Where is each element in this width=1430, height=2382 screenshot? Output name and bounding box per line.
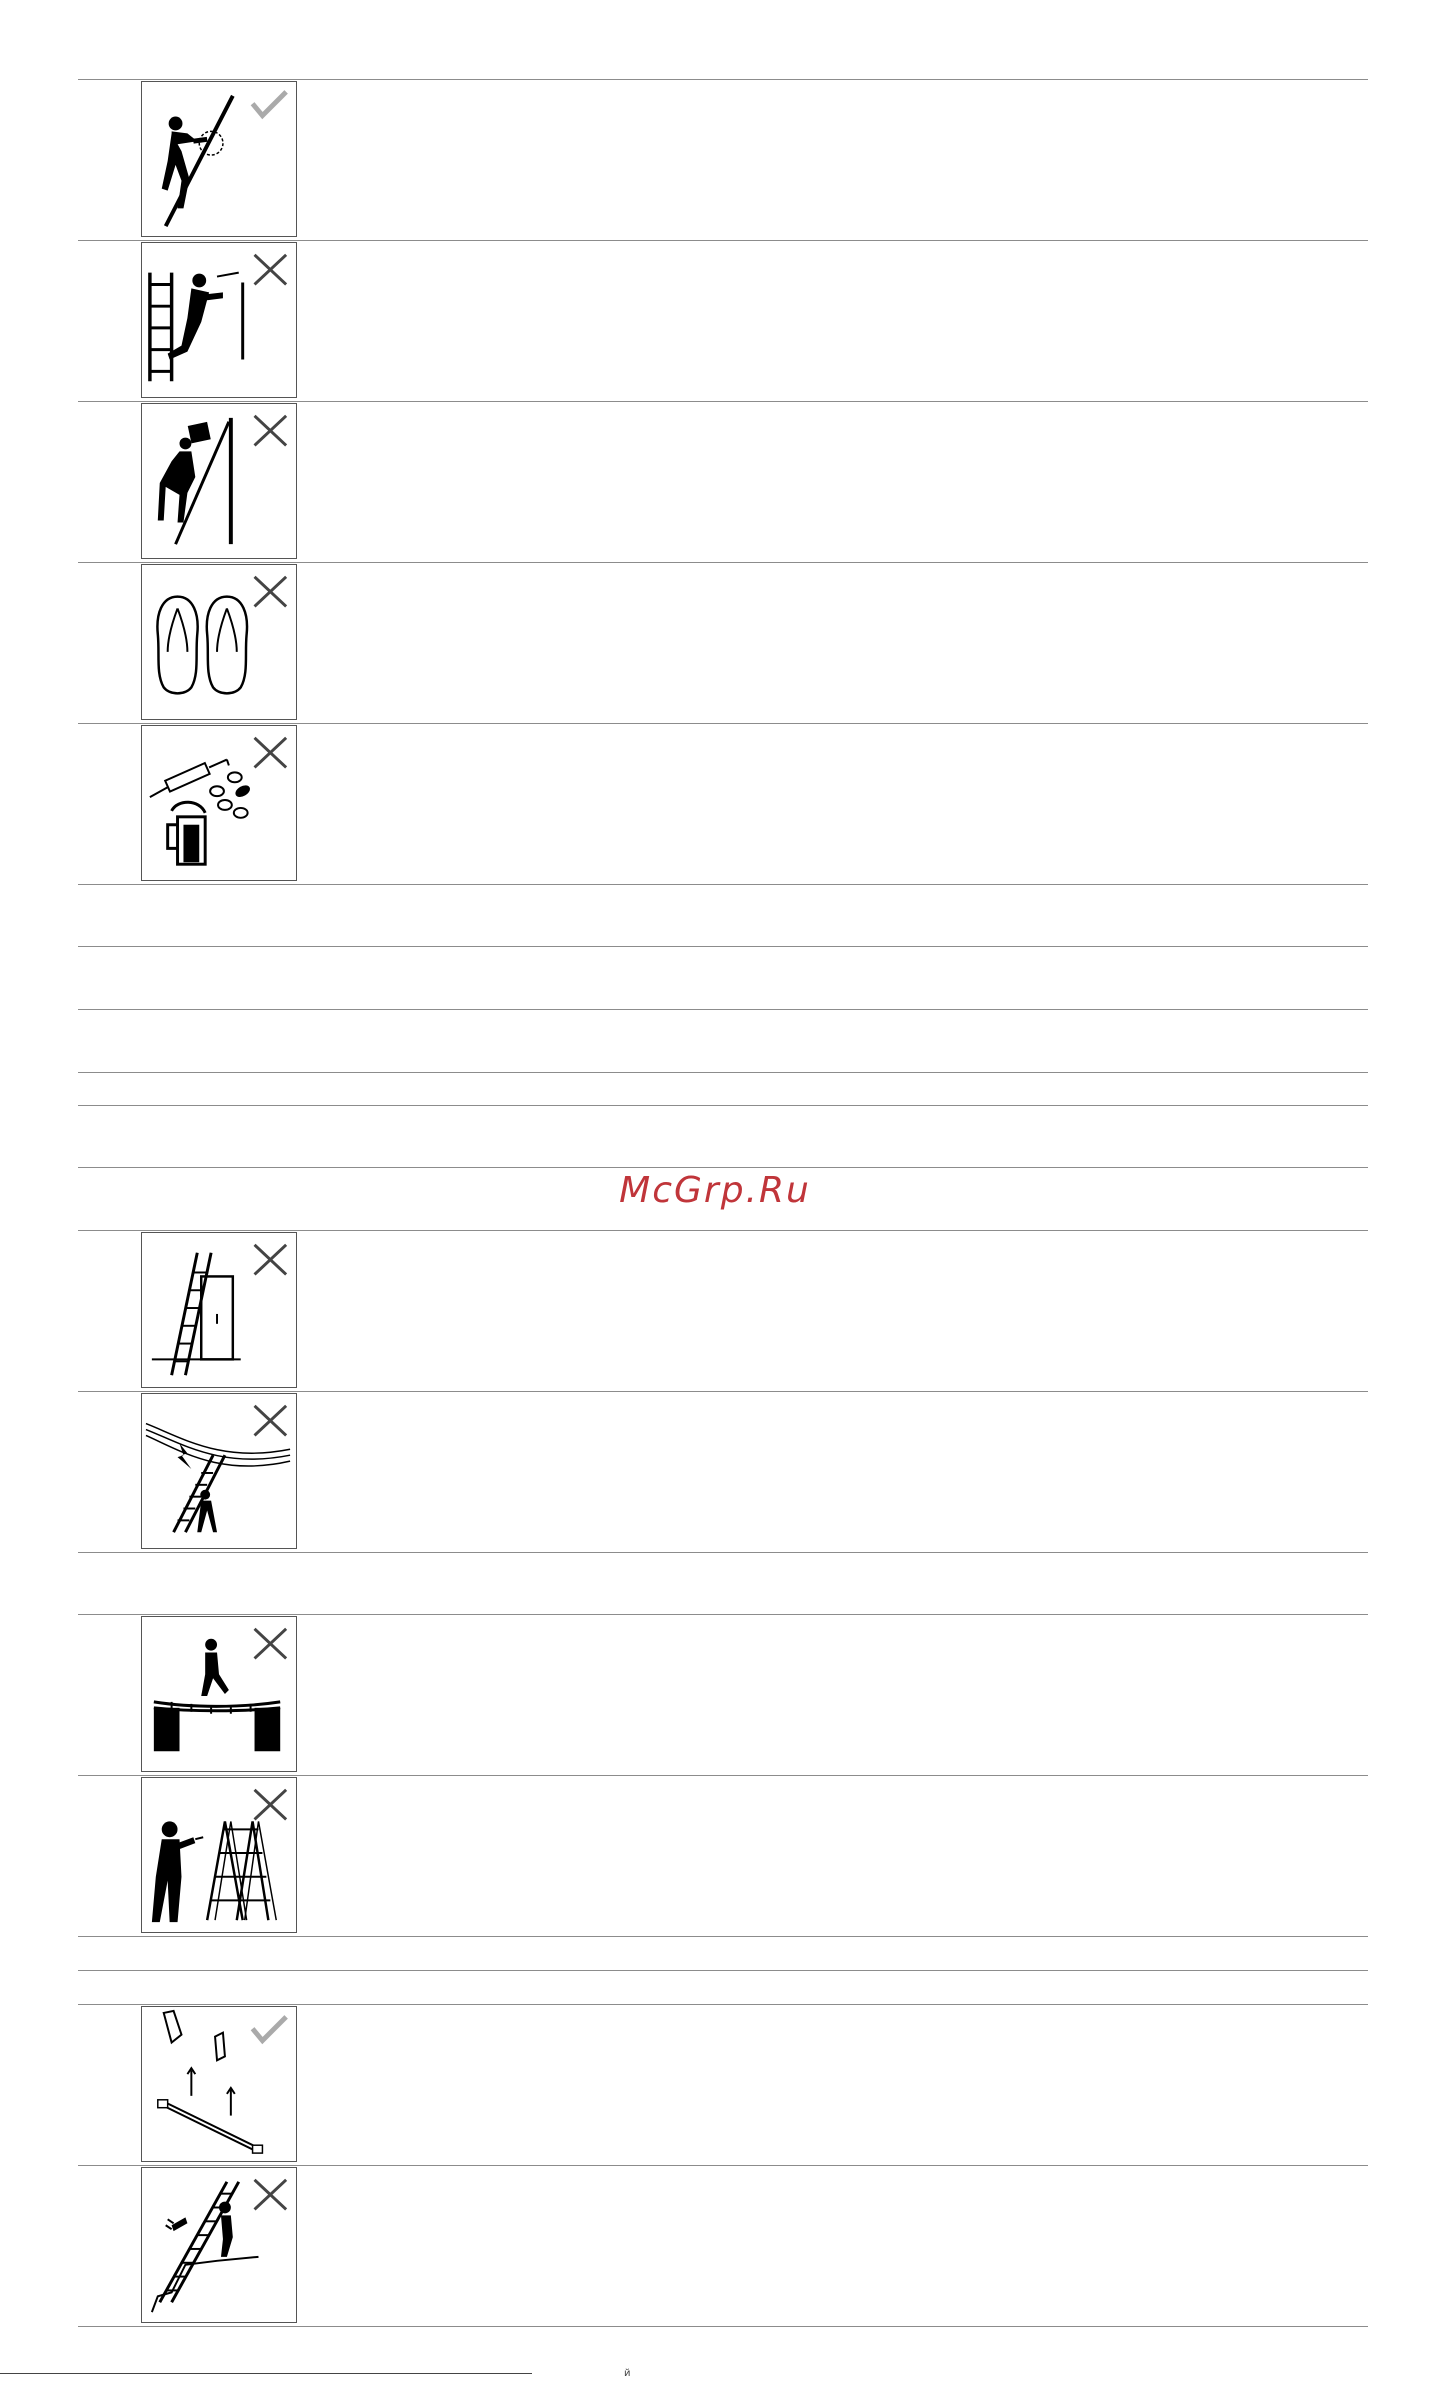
pictogram-ladder-near-power-lines [141, 1393, 297, 1549]
cross-icon [255, 255, 287, 285]
rule [78, 2004, 1368, 2005]
rule [78, 946, 1368, 947]
rule [78, 723, 1368, 724]
rule [78, 1970, 1368, 1971]
cross-icon [255, 2180, 287, 2210]
cross-icon [255, 738, 287, 768]
pictogram-ladder-feet-and-stabilizer [141, 2006, 297, 2162]
pictogram-climb-over-ladder-top [141, 242, 297, 398]
pictogram-climb-holding-rung [141, 81, 297, 237]
rule [78, 2165, 1368, 2166]
rule [78, 79, 1368, 80]
rule [78, 1167, 1368, 1168]
rule [78, 1552, 1368, 1553]
pictogram-flip-flops [141, 564, 297, 720]
rule [78, 1391, 1368, 1392]
rule [78, 401, 1368, 402]
rule [78, 2326, 1368, 2327]
pictogram-ladder-on-uneven-ground [141, 2167, 297, 2323]
check-icon [253, 2017, 287, 2041]
pictogram-ladder-in-front-of-door [141, 1232, 297, 1388]
cross-icon [255, 1406, 287, 1436]
rule [78, 1775, 1368, 1776]
pictogram-lateral-drilling-from-ladder [141, 1777, 297, 1933]
cross-icon [255, 416, 287, 446]
watermark: McGrp.Ru [619, 1170, 811, 1211]
cross-icon [255, 577, 287, 607]
cross-icon [255, 1629, 287, 1659]
rule [78, 1072, 1368, 1073]
check-icon [253, 92, 287, 116]
rule [78, 1105, 1368, 1106]
rule [78, 1009, 1368, 1010]
pictogram-ladder-as-bridge [141, 1616, 297, 1772]
rule [78, 562, 1368, 563]
cross-icon [255, 1245, 287, 1275]
rule [78, 1614, 1368, 1615]
pictogram-carry-load-on-ladder [141, 403, 297, 559]
footer-rule [0, 2373, 532, 2374]
rule [78, 1936, 1368, 1937]
footer-mark: й [624, 2368, 631, 2379]
rule [78, 884, 1368, 885]
cross-icon [255, 1790, 287, 1820]
pictogram-drugs-alcohol [141, 725, 297, 881]
rule [78, 240, 1368, 241]
rule [78, 1230, 1368, 1231]
